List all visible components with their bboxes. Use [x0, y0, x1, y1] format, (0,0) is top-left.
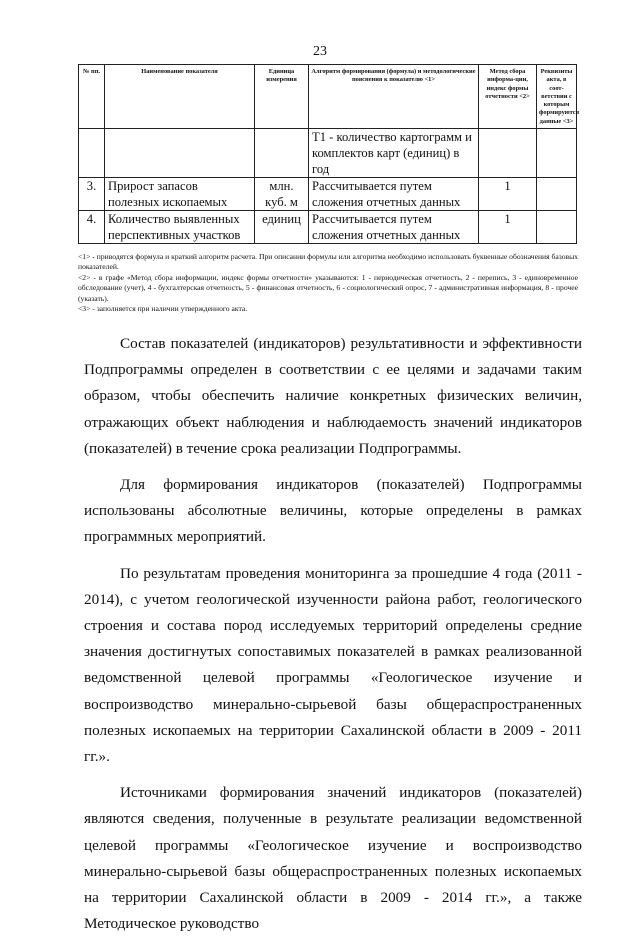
cell-method: 1	[479, 211, 537, 244]
table-header-row	[79, 65, 577, 129]
footnote: <1> - приводятся формула и краткий алгоритм расчета. При описании формулы или алгоритма необходимо использовать буквенные обозначения базовых показателей.	[78, 252, 578, 272]
paragraph: Для формирования индикаторов (показателей) Подпрограммы использованы абсолютные величины, которые определены в рамках программных мероприятий.	[84, 476, 582, 546]
header-name: Наименование показателя	[105, 65, 255, 129]
header-requisites: Реквизиты акта, в соот-ветствии с которым формируются данные <3>	[537, 65, 577, 129]
cell-algorithm: Рассчитывается путем сложения отчетных данных	[309, 211, 479, 244]
cell-requisites	[537, 211, 577, 244]
cell-num: 4.	[79, 211, 105, 244]
cell-unit: млн. куб. м	[255, 178, 309, 211]
cell-name: Прирост запасов полезных ископаемых	[105, 178, 255, 211]
table-row	[79, 178, 577, 211]
indicators-table	[78, 64, 580, 244]
paragraph: По результатам проведения мониторинга за прошедшие 4 года (2011 - 2014), с учетом геологической изученности района работ, геологического строения и состава пород исследуемых территорий определены средние значения достигнутых сопоставимых показателей в рамках реализованной ведомственной целевой программы «Геологическое изучение и воспроизводство минерально-сырьевой базы общераспространенных полезных ископаемых на территории Сахалинской области в 2009 - 2011 гг.».	[84, 564, 582, 766]
cell-requisites	[537, 178, 577, 211]
cell-name: Количество выявленных перспективных участков	[105, 211, 255, 244]
header-unit: Единица измерения	[255, 65, 309, 129]
cell-unit: единиц	[255, 211, 309, 244]
header-num: № пп.	[79, 65, 105, 129]
footnote: <2> - в графе «Метод сбора информации, индекс формы отчетности» указываются: 1 - периодическая отчетность, 2 - перепись, 3 - единовременное обследование (учет), 4 - бухгалтерская отчетность, 5 - финансовая отчетность, 6 - социологический опрос, 7 - административная информация, 8 - прочее (указать).	[78, 272, 578, 303]
header-algorithm: Алгоритм формирования (формула) и методологические пояснения к показателю <1>	[309, 65, 479, 129]
footnote: <3> - заполняется при наличии утвержденного акта.	[78, 304, 248, 314]
cell-method: 1	[479, 178, 537, 211]
paragraph: Источниками формирования значений индикаторов (показателей) являются сведения, полученные в результате реализации ведомственной целевой программы «Геологическое изучение и воспроизводство минерально-сырьевой базы общераспространенных полезных ископаемых на территории Сахалинской области в 2009 - 2014 гг.», а также Методическое руководство	[84, 784, 582, 933]
cell-algorithm: Рассчитывается путем сложения отчетных данных	[309, 178, 479, 211]
table-row	[79, 211, 577, 244]
body-text	[84, 331, 582, 947]
cell-num: 3.	[79, 178, 105, 211]
cell-algorithm: Т1 - количество картограмм и комплектов карт (единиц) в год	[309, 129, 479, 178]
paragraph: Состав показателей (индикаторов) результативности и эффективности Подпрограммы определен в соответствии с ее целями и задачами таким образом, чтобы обеспечить наличие конкретных физических величин, отражающих объект наблюдения и наблюдаемость значений индикаторов (показателей) в течение срока реализации Подпрограммы.	[84, 335, 582, 457]
page-number: 23	[313, 44, 327, 59]
table-footnotes	[78, 252, 578, 314]
header-method: Метод сбора информа-ции, индекс формы отчетности <2>	[479, 65, 537, 129]
table-row	[79, 129, 577, 178]
